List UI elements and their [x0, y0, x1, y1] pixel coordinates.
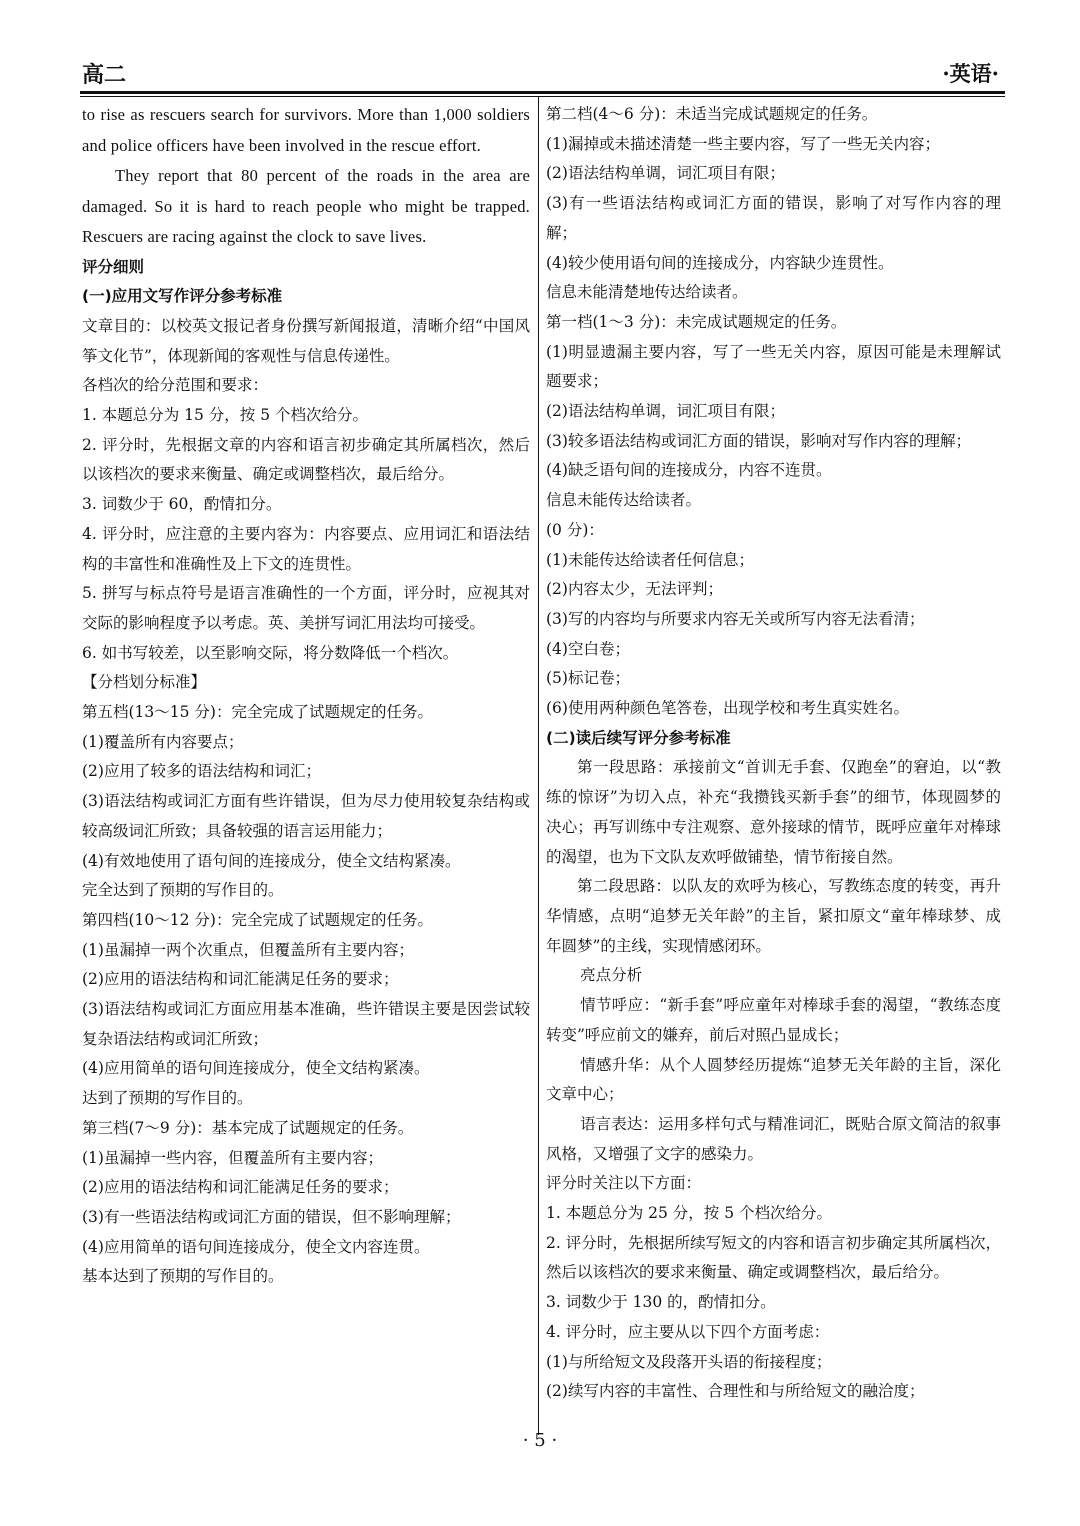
paragraph: 语言表达：运用多样句式与精准词汇，既贴合原文简洁的叙事风格，又增强了文字的感染力。 — [546, 1114, 1001, 1163]
page-header — [80, 52, 1005, 92]
paragraph: (3)语法结构或词汇方面应用基本准确，些许错误主要是因尝试较复杂语法结构或词汇所致； — [82, 1000, 530, 1048]
paragraph: (4)缺乏语句间的连接成分，内容不连贯。 — [546, 461, 832, 480]
paragraph: (1)漏掉或未描述清楚一些主要内容，写了一些无关内容； — [546, 134, 940, 153]
header-rule-thick — [80, 91, 1005, 94]
paragraph: (6)使用两种颜色笔答卷，出现学校和考生真实姓名。 — [546, 699, 909, 718]
paragraph: 2. 评分时，先根据所续写短文的内容和语言初步确定其所属档次，然后以该档次的要求来衡量、确定或调整档次，最后给分。 — [546, 1233, 1001, 1282]
paragraph: (2)语法结构单调，词汇项目有限； — [546, 164, 785, 183]
paragraph: They report that 80 percent of the roads in the area are damaged. So it is hard to reach people who might be trapped. Rescuers are racing against the clock to save lives. — [82, 166, 530, 246]
paragraph: 【分档划分标准】 — [82, 673, 207, 692]
paragraph: 1. 本题总分为 25 分，按 5 个档次给分。 — [546, 1204, 833, 1223]
paragraph: to rise as rescuers search for survivors. More than 1,000 soldiers and police officers have been involved in the rescue effort. — [82, 105, 530, 155]
paragraph: 完全达到了预期的写作目的。 — [82, 881, 284, 900]
subject-label: ·英语· — [942, 61, 999, 86]
paragraph: (1)与所给短文及段落开头语的衔接程度； — [546, 1352, 832, 1371]
paragraph: (0 分)： — [546, 520, 604, 539]
paragraph: (3)有一些语法结构或词汇方面的错误，影响了对写作内容的理解； — [546, 194, 1001, 242]
paragraph: (2)应用的语法结构和词汇能满足任务的要求； — [82, 1178, 399, 1197]
paragraph: (1)未能传达给读者任何信息； — [546, 550, 754, 569]
paragraph: (3)语法结构或词汇方面有些许错误，但为尽力使用较复杂结构或较高级词汇所致；具备较强的语言运用能力； — [82, 792, 530, 840]
paragraph: (1)虽漏掉一些内容，但覆盖所有主要内容； — [82, 1148, 383, 1167]
paragraph: (3)较多语法结构或词汇方面的错误，影响对写作内容的理解； — [546, 431, 971, 450]
paragraph: 第一段思路：承接前文“首训无手套、仅跑垒”的窘迫，以“教练的惊讶”为切入点，补充“我攒钱买新手套”的细节，体现圆梦的决心；再写训练中专注观察、意外接球的情节，既呼应童年对棒球的渴望，也为下文队友欢呼做铺垫，情节衔接自然。 — [546, 758, 1001, 866]
paragraph: (3)有一些语法结构或词汇方面的错误，但不影响理解； — [82, 1208, 461, 1226]
paragraph: (4)应用简单的语句间连接成分，使全文结构紧凑。 — [82, 1059, 430, 1078]
paragraph: (4)应用简单的语句间连接成分，使全文内容连贯。 — [82, 1237, 430, 1256]
paragraph: 各档次的给分范围和要求： — [82, 376, 269, 395]
paragraph: 4. 评分时，应注意的主要内容为：内容要点、应用词汇和语法结构的丰富性和准确性及上下文的连贯性。 — [82, 524, 530, 573]
paragraph: 第一档(1～3 分)：未完成试题规定的任务。 — [546, 312, 847, 331]
paragraph: 情感升华：从个人圆梦经历提炼“追梦无关年龄的主旨，深化文章中心； — [546, 1055, 1001, 1104]
paragraph: (2)续写内容的丰富性、合理性和与所给短文的融洽度； — [546, 1382, 925, 1401]
page-number: · 5 · — [522, 1430, 558, 1451]
paragraph: 信息未能传达给读者。 — [546, 491, 702, 510]
paragraph: 情节呼应：“新手套”呼应童年对棒球手套的渴望，“教练态度转变”呼应前文的嫌弃，前后对照凸显成长； — [546, 996, 1001, 1044]
paragraph: (2)应用了较多的语法结构和词汇； — [82, 762, 321, 781]
paragraph: 文章目的：以校英文报记者身份撰写新闻报道，清晰介绍“中国风筝文化节”，体现新闻的客观性与信息传递性。 — [82, 316, 530, 365]
paragraph: 3. 词数少于 130 的，酌情扣分。 — [546, 1293, 776, 1312]
paragraph: (4)有效地使用了语句间的连接成分，使全文结构紧凑。 — [82, 851, 461, 870]
paragraph: 2. 评分时，先根据文章的内容和语言初步确定其所属档次，然后以该档次的要求来衡量、确定或调整档次，最后给分。 — [82, 435, 530, 484]
paragraph: (1)覆盖所有内容要点； — [82, 732, 244, 751]
paragraph: 第五档(13～15 分)：完全完成了试题规定的任务。 — [82, 703, 433, 722]
paragraph: 基本达到了预期的写作目的。 — [82, 1267, 284, 1286]
paragraph: (2)语法结构单调，词汇项目有限； — [546, 402, 785, 421]
paragraph: 信息未能清楚地传达给读者。 — [546, 283, 748, 302]
paragraph: (一)应用文写作评分参考标准 — [82, 287, 283, 306]
paragraph: 1. 本题总分为 15 分，按 5 个档次给分。 — [82, 406, 369, 425]
paragraph: 4. 评分时，应主要从以下四个方面考虑： — [546, 1322, 830, 1341]
paragraph: (2)应用的语法结构和词汇能满足任务的要求； — [82, 970, 399, 989]
paragraph: (1)明显遗漏主要内容，写了一些无关内容，原因可能是未理解试题要求； — [546, 342, 1001, 391]
paragraph: 评分时关注以下方面： — [546, 1174, 702, 1193]
paragraph: 3. 词数少于 60，酌情扣分。 — [82, 495, 282, 514]
paragraph: (4)较少使用语句间的连接成分，内容缺少连贯性。 — [546, 253, 894, 272]
paragraph: 第二档(4～6 分)：未适当完成试题规定的任务。 — [546, 105, 878, 123]
paragraph: (4)空白卷； — [546, 639, 630, 658]
grade-label: 高二 — [82, 62, 127, 88]
paragraph: (5)标记卷； — [546, 669, 630, 688]
paragraph: (二)读后续写评分参考标准 — [546, 728, 731, 747]
paragraph: 评分细则 — [82, 257, 145, 276]
paragraph: 第四档(10～12 分)：完全完成了试题规定的任务。 — [82, 910, 433, 929]
paragraph: (1)虽漏掉一两个次重点，但覆盖所有主要内容； — [82, 940, 414, 959]
paragraph: 第二段思路：以队友的欢呼为核心，写教练态度的转变，再升华情感，点明“追梦无关年龄”的主旨，紧扣原文“童年棒球梦、成年圆梦”的主线，实现情感闭环。 — [546, 877, 1001, 955]
paragraph: 5. 拼写与标点符号是语言准确性的一个方面，评分时，应视其对交际的影响程度予以考虑。英、美拼写词汇用法均可接受。 — [82, 584, 530, 632]
paragraph: 亮点分析 — [580, 966, 643, 985]
paragraph: 6. 如书写较差，以至影响交际，将分数降低一个档次。 — [82, 643, 459, 662]
paragraph: 第三档(7～9 分)：基本完成了试题规定的任务。 — [82, 1118, 414, 1137]
header-rule-thin — [80, 96, 1005, 97]
paragraph: (2)内容太少，无法评判； — [546, 580, 723, 599]
right-column — [546, 100, 1001, 1407]
paragraph: (3)写的内容均与所要求内容无关或所写内容无法看清； — [546, 609, 925, 628]
paragraph: 达到了预期的写作目的。 — [82, 1089, 253, 1108]
left-column — [82, 100, 530, 1292]
column-divider — [538, 97, 539, 1435]
